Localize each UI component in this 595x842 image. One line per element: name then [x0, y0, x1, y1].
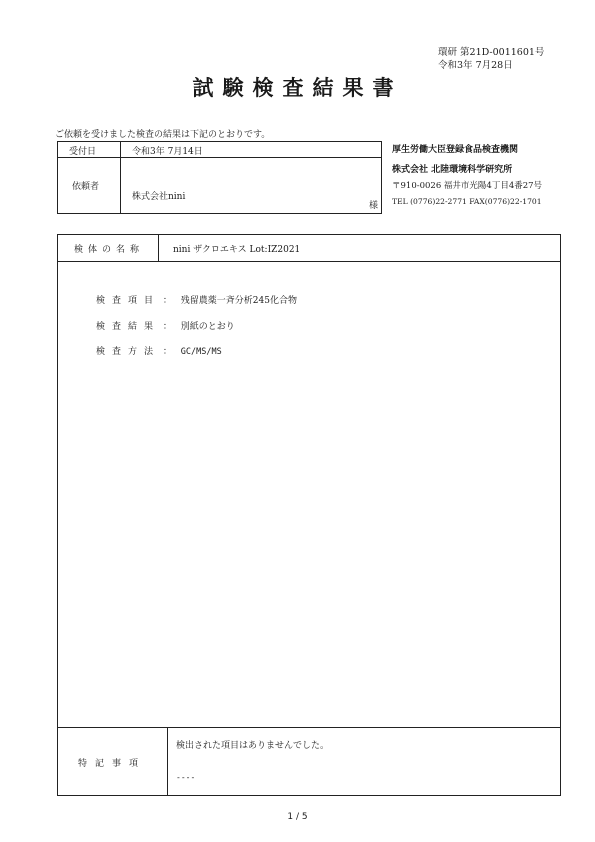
- test-result-value: 別紙のとおり: [180, 322, 235, 332]
- honorific: 様: [369, 201, 379, 211]
- received-date-label: 受付日: [69, 147, 97, 157]
- remarks-label: 特記事項: [78, 759, 147, 769]
- document-title: 試験検査結果書: [192, 75, 403, 100]
- client-value: 株式会社nini: [132, 192, 186, 202]
- request-table: [57, 141, 382, 214]
- remarks-closing: ----: [176, 773, 196, 782]
- document-number-block: [438, 46, 544, 72]
- page-indicator: 1 / 5: [287, 812, 308, 822]
- received-date-value: 令和3年 7月14日: [132, 147, 203, 157]
- organization-accreditation: 厚生労働大臣登録食品検査機関: [392, 145, 519, 155]
- remarks-text: 検出された項目はありませんでした。: [176, 741, 330, 751]
- issue-date: 令和3年 7月28日: [438, 60, 513, 71]
- test-method-label: 検査方法: [96, 347, 161, 357]
- separator-colon: ：: [162, 347, 172, 357]
- test-item-row: [96, 293, 297, 306]
- test-item-value: 残留農薬一斉分析245化合物: [180, 296, 297, 306]
- organization-contact: TEL (0776)22-2771 FAX(0776)22-1701: [392, 197, 542, 206]
- results-box: [57, 234, 561, 796]
- test-method-value: GC/MS/MS: [180, 347, 222, 357]
- test-result-row: [96, 319, 235, 332]
- organization-name: 株式会社 北陸環境科学研究所: [392, 165, 513, 175]
- test-method-row: [96, 344, 222, 357]
- specimen-value: nini ザクロエキス Lot:IZ2021: [173, 245, 301, 255]
- organization-address: 〒910-0026 福井市光陽4丁目4番27号: [392, 181, 543, 191]
- separator-colon: ：: [162, 322, 172, 332]
- test-result-label: 検査結果: [96, 322, 161, 332]
- intro-text: ご依頼を受けました検査の結果は下記のとおりです。: [55, 130, 271, 140]
- test-item-label: 検査項目: [96, 296, 161, 306]
- document-number: 環研 第21D-0011601号: [438, 47, 545, 58]
- client-label: 依頼者: [72, 182, 100, 192]
- specimen-label: 検体の名称: [74, 245, 145, 255]
- separator-colon: ：: [162, 296, 172, 306]
